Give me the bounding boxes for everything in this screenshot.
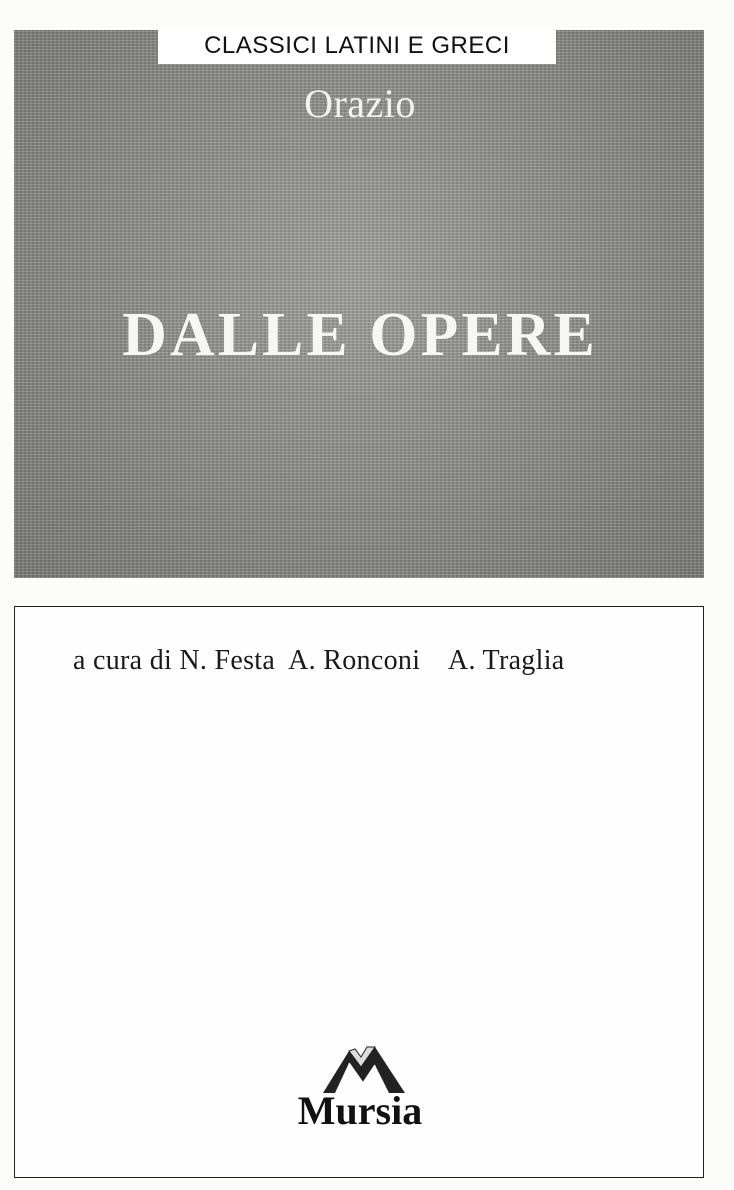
publisher-name: Mursia	[297, 1088, 423, 1133]
editors-panel	[14, 606, 704, 1178]
book-title: DALLE OPERE	[122, 301, 598, 369]
editors-credit: a cura di N. Festa A. Ronconi A. Traglia	[73, 645, 565, 676]
author-name: Orazio	[304, 81, 416, 126]
series-name: CLASSICI LATINI E GRECI	[204, 32, 510, 59]
series-label-box	[158, 28, 556, 64]
